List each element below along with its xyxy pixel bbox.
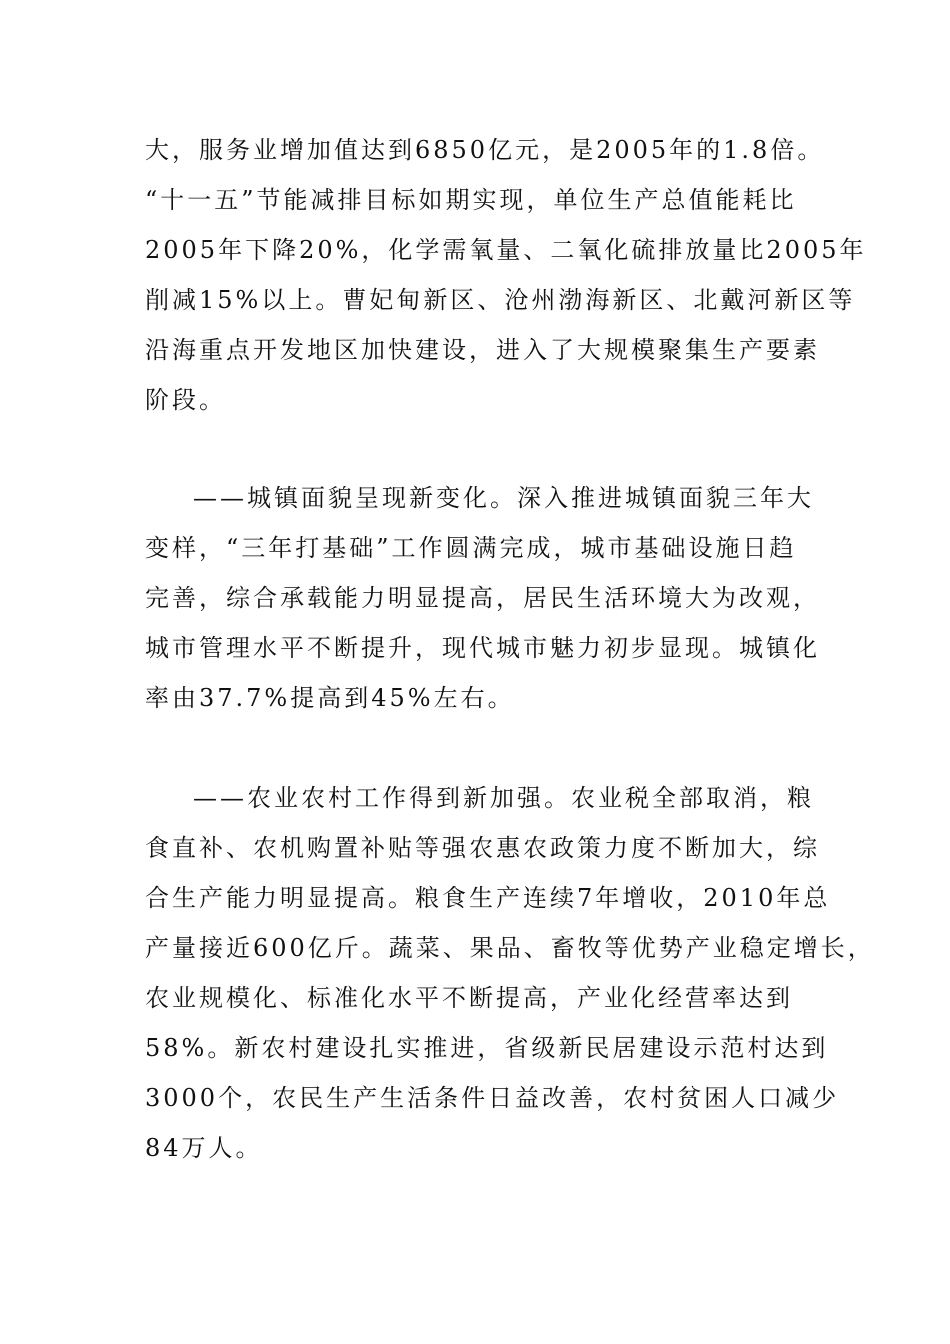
paragraph-1-line-2: “十一五”节能减排目标如期实现，单位生产总值能耗比 xyxy=(145,186,797,214)
paragraph-1-line-5: 沿海重点开发地区加快建设，进入了大规模聚集生产要素 xyxy=(145,336,820,364)
paragraph-2-line-4: 城市管理水平不断提升，现代城市魅力初步显现。城镇化 xyxy=(145,634,820,662)
paragraph-1-line-4: 削减15%以上。曹妃甸新区、沧州渤海新区、北戴河新区等 xyxy=(145,286,856,314)
paragraph-2-line-3: 完善，综合承载能力明显提高，居民生活环境大为改观， xyxy=(145,584,820,612)
paragraph-3-line-3: 合生产能力明显提高。粮食生产连续7年增收，2010年总 xyxy=(145,884,831,912)
paragraph-2-line-5: 率由37.7%提高到45%左右。 xyxy=(145,684,515,712)
paragraph-1-line-1: 大，服务业增加值达到6850亿元，是2005年的1.8倍。 xyxy=(145,136,825,164)
paragraph-3-line-8: 84万人。 xyxy=(145,1134,263,1162)
paragraph-1-line-6: 阶段。 xyxy=(145,386,226,414)
paragraph-3-line-4: 产量接近600亿斤。蔬菜、果品、畜牧等优势产业稳定增长， xyxy=(145,934,875,962)
paragraph-3-line-1: ——农业农村工作得到新加强。农业税全部取消，粮 xyxy=(193,784,814,812)
paragraph-2-line-2: 变样，“三年打基础”工作圆满完成，城市基础设施日趋 xyxy=(145,534,797,562)
paragraph-2-line-1: ——城镇面貌呈现新变化。深入推进城镇面貌三年大 xyxy=(193,484,814,512)
paragraph-3-line-6: 58%。新农村建设扎实推进，省级新民居建设示范村达到 xyxy=(145,1034,829,1062)
paragraph-1-line-3: 2005年下降20%，化学需氧量、二氧化硫排放量比2005年 xyxy=(145,236,867,264)
paragraph-3-line-5: 农业规模化、标准化水平不断提高，产业化经营率达到 xyxy=(145,984,793,1012)
paragraph-3-line-7: 3000个，农民生产生活条件日益改善，农村贫困人口减少 xyxy=(145,1084,840,1112)
paragraph-3-line-2: 食直补、农机购置补贴等强农惠农政策力度不断加大，综 xyxy=(145,834,820,862)
